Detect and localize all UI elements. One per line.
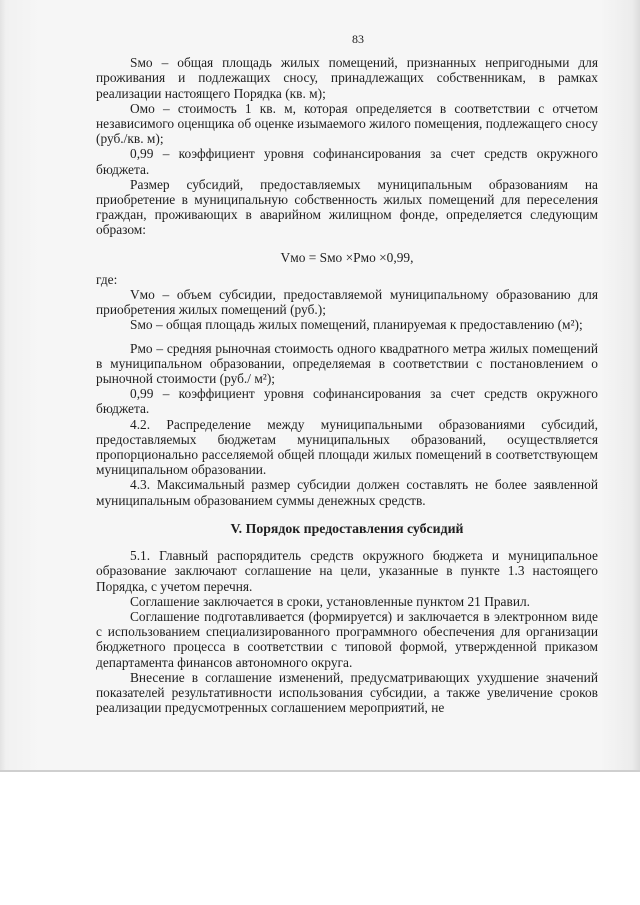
paragraph-agreement-changes: Внесение в соглашение изменений, предусматривающих ухудшение значений показателей результативности использования субсидии, а также увеличение сроков реализации предусмотренных соглашением мероприятий, не bbox=[96, 669, 598, 716]
paragraph-5-1: 5.1. Главный распорядитель средств окружного бюджета и муниципальное образование заключают соглашение на цели, указанные в пункте 1.3 настоящего Порядка, с учетом перечня. bbox=[96, 548, 598, 594]
paragraph-smo-planned: Sмо – общая площадь жилых помещений, планируемая к предоставлению (м²); bbox=[130, 317, 583, 333]
paragraph-agreement-electronic: Соглашение подготавливается (формируется) и заключается в электронном виде с использованием специализированного программного обеспечения для организации бюджетного процесса в соответствии с типовой формой, утвержденной приказом департамента финансов автономного округа. bbox=[96, 608, 598, 670]
paragraph-omo-cost: Омо – стоимость 1 кв. м, которая определяется в соответствии с отчетом независимого оценщика об оценке изымаемого жилого помещения, подлежащего сносу (руб./кв. м); bbox=[96, 100, 598, 147]
section-heading: V. Порядок предоставления субсидий bbox=[230, 520, 464, 536]
page-number: 83 bbox=[352, 32, 364, 46]
document-text bbox=[96, 32, 598, 715]
paragraph-pmo: Рмо – средняя рыночная стоимость одного квадратного метра жилых помещений в муниципальном образовании, определяемая в соответствии с постановлением о рыночной стоимости (руб./ м²); bbox=[96, 340, 598, 387]
formula: Vмо = Sмо ×Pмо ×0,99, bbox=[280, 249, 414, 265]
paragraph-agreement-terms: Соглашение заключается в сроки, установленные пунктом 21 Правил. bbox=[130, 593, 531, 609]
paragraph-4-2: 4.2. Распределение между муниципальными образованиями субсидий, предоставляемых бюджетам муниципальных образований, осуществляется пропорционально расселяемой общей площади жилых помещений в соответствующем муниципальном образовании. bbox=[96, 416, 598, 478]
paragraph-coefficient: 0,99 – коэффициент уровня софинансирования за счет средств окружного бюджета. bbox=[96, 146, 598, 177]
paragraph-vmo: Vмо – объем субсидии, предоставляемой муниципальному образованию для приобретения жилых помещений (руб.); bbox=[96, 287, 598, 318]
where-label: где: bbox=[96, 271, 118, 287]
paragraph-smo-area: Sмо – общая площадь жилых помещений, признанных непригодными для проживания и подлежащих сносу, принадлежащих собственникам, в рамках реализации настоящего Порядка (кв. м); bbox=[96, 55, 598, 101]
paragraph-subsidy-size: Размер субсидий, предоставляемых муниципальным образованиям на приобретение в муниципальную собственность жилых помещений для переселения граждан, проживающих в аварийном жилищном фонде, определяется следующим образом: bbox=[96, 176, 598, 238]
paragraph-4-3: 4.3. Максимальный размер субсидии должен составлять не более заявленной муниципальным образованием суммы денежных средств. bbox=[96, 477, 598, 508]
paragraph-coefficient-2: 0,99 – коэффициент уровня софинансирования за счет средств окружного бюджета. bbox=[96, 386, 598, 417]
